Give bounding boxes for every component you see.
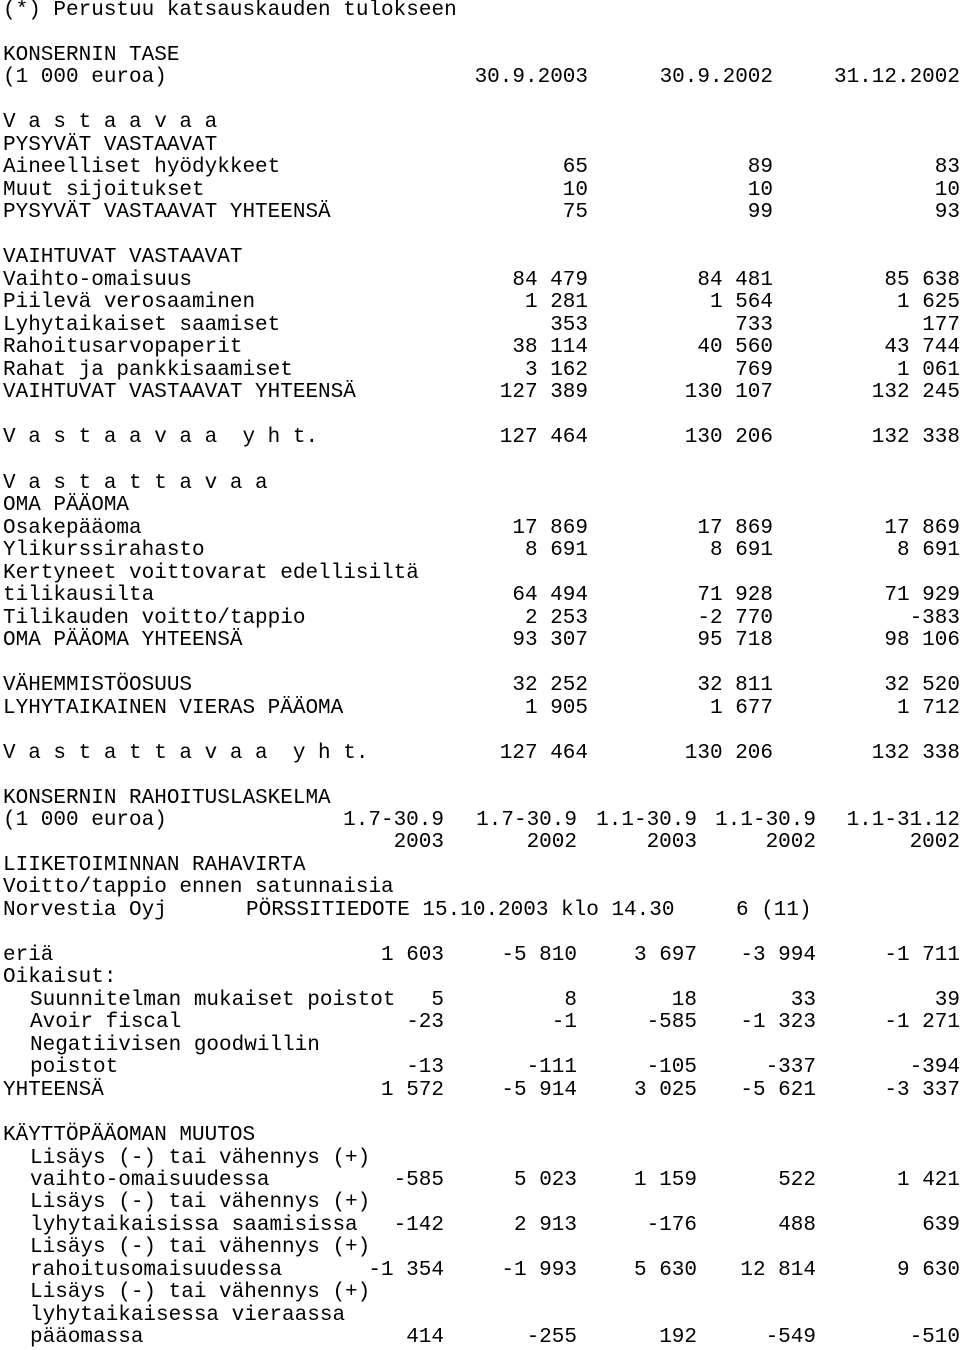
- cashflow-cell-col4: -1 323: [740, 1011, 816, 1034]
- cashflow-period-3: 1.1-30.9: [596, 809, 697, 832]
- cashflow-cell-col4: -5 621: [740, 1079, 816, 1102]
- cashflow-cell-col1: 1 603: [380, 944, 444, 967]
- cashflow-cell-col5: -1 271: [884, 1011, 960, 1034]
- cashflow-period-1: 1.7-30.9: [343, 809, 444, 832]
- cashflow-row: [3, 1012, 960, 1034]
- balance-cell-col1: 38 114: [512, 336, 588, 359]
- balance-cell-col1: 84 479: [512, 269, 588, 292]
- balance-date-3: 31.12.2002: [833, 66, 960, 89]
- balance-row-label: V a s t a a v a a y h t.: [3, 426, 319, 449]
- balance-row: [3, 675, 960, 697]
- balance-cell-col2: 733: [735, 314, 773, 337]
- balance-cell-col3: 98 106: [884, 629, 960, 652]
- cashflow-cell-col2: -255: [526, 1326, 577, 1349]
- cashflow-cell-col5: -394: [909, 1056, 960, 1079]
- balance-row: [3, 270, 960, 292]
- cashflow-row: [3, 1035, 960, 1057]
- balance-cell-col2: -2 770: [697, 607, 773, 630]
- balance-cell-col3: -383: [909, 607, 960, 630]
- cashflow-cell-col2: -1: [551, 1011, 577, 1034]
- cashflow-cell-col5: 39: [934, 989, 960, 1012]
- cashflow-cell-col3: -105: [646, 1056, 697, 1079]
- balance-row-label: Aineelliset hyödykkeet: [3, 156, 281, 179]
- cashflow-row-label: Lisäys (-) tai vähennys (+): [30, 1191, 371, 1214]
- balance-cell-col3: 93: [934, 201, 960, 224]
- balance-row-label: V a s t a t t a v a a y h t.: [3, 742, 369, 765]
- cashflow-row-label: pääomassa: [30, 1326, 144, 1349]
- footer-company: Norvestia Oyj: [3, 899, 167, 922]
- cashflow-cell-col4: -549: [765, 1326, 816, 1349]
- balance-row: [3, 495, 960, 517]
- balance-row: [3, 427, 960, 449]
- footer-release: PÖRSSITIEDOTE 15.10.2003 klo 14.30: [246, 899, 675, 922]
- balance-cell-col3: 10: [934, 179, 960, 202]
- cashflow-row-label: Suunnitelman mukaiset poistot: [30, 989, 396, 1012]
- cashflow-year-row: [3, 832, 960, 854]
- cashflow-cell-col3: 18: [671, 989, 697, 1012]
- cashflow-row: [3, 1282, 960, 1304]
- balance-cell-col3: 32 520: [884, 674, 960, 697]
- balance-cell-col1: 2 253: [524, 607, 588, 630]
- balance-cell-col1: 127 464: [499, 426, 588, 449]
- balance-cell-col2: 8 691: [709, 539, 773, 562]
- cashflow-row-label: Lisäys (-) tai vähennys (+): [30, 1147, 371, 1170]
- balance-cell-col2: 10: [747, 179, 773, 202]
- cashflow-row: [3, 1192, 960, 1214]
- balance-row: [3, 112, 960, 134]
- cashflow-row: [3, 990, 960, 1012]
- cashflow-cell-col2: 2 913: [513, 1214, 577, 1237]
- cashflow-cell-col1: 5: [431, 989, 444, 1012]
- balance-row: [3, 157, 960, 179]
- cashflow-row-label: poistot: [30, 1056, 119, 1079]
- balance-cell-col1: 32 252: [512, 674, 588, 697]
- balance-row-label: Tilikauden voitto/tappio: [3, 607, 306, 630]
- balance-cell-col3: 83: [934, 156, 960, 179]
- balance-row-label: Piilevä verosaaminen: [3, 291, 256, 314]
- balance-cell-col1: 75: [562, 201, 588, 224]
- cashflow-year-3: 2003: [646, 831, 697, 854]
- cashflow-cell-col3: -176: [646, 1214, 697, 1237]
- balance-row: [3, 135, 960, 157]
- cashflow-year-4: 2002: [765, 831, 816, 854]
- cashflow-row: [3, 1237, 960, 1259]
- cashflow-row-label: lyhytaikaisissa saamisissa: [30, 1214, 358, 1237]
- cashflow-period-4: 1.1-30.9: [715, 809, 816, 832]
- cashflow-row-label: Negatiivisen goodwillin: [30, 1034, 320, 1057]
- cashflow-unit: (1 000 euroa): [3, 809, 167, 832]
- balance-cell-col2: 130 206: [684, 742, 773, 765]
- balance-row: [3, 698, 960, 720]
- cashflow-row-label: Avoir fiscal: [30, 1011, 182, 1034]
- balance-row-label: Osakepääoma: [3, 517, 142, 540]
- balance-row-label: VÄHEMMISTÖOSUUS: [3, 674, 193, 697]
- balance-row-label: OMA PÄÄOMA YHTEENSÄ: [3, 629, 243, 652]
- balance-cell-col3: 132 245: [871, 381, 960, 404]
- balance-cell-col2: 32 811: [697, 674, 773, 697]
- balance-cell-col1: 93 307: [512, 629, 588, 652]
- balance-cell-col2: 99: [747, 201, 773, 224]
- balance-row: [3, 585, 960, 607]
- balance-row: [3, 292, 960, 314]
- balance-unit: (1 000 euroa): [3, 66, 167, 89]
- balance-cell-col3: 132 338: [871, 742, 960, 765]
- balance-cell-col2: 1 564: [709, 291, 773, 314]
- cashflow-cell-col1: -585: [393, 1169, 444, 1192]
- balance-header-row: [3, 67, 960, 89]
- cashflow-row: [3, 967, 960, 989]
- cashflow-row: [3, 945, 960, 967]
- balance-row-label: V a s t a t t a v a a: [3, 472, 268, 495]
- cashflow-cell-col2: -5 914: [501, 1079, 577, 1102]
- cashflow-cell-col3: 3 697: [633, 944, 697, 967]
- cashflow-row-label: Oikaisut:: [3, 966, 117, 989]
- cashflow-row-label: vaihto-omaisuudessa: [30, 1169, 270, 1192]
- cashflow-period-5: 1.1-31.12: [846, 809, 960, 832]
- balance-row-label: V a s t a a v a a: [3, 111, 218, 134]
- cashflow-row: [3, 1125, 960, 1147]
- cashflow-row: [3, 1148, 960, 1170]
- footer-page-number: 6 (11): [736, 899, 812, 922]
- balance-row: [3, 563, 960, 585]
- cashflow-row: [3, 1170, 960, 1192]
- cashflow-year-5: 2002: [909, 831, 960, 854]
- cashflow-row-label: Lisäys (-) tai vähennys (+): [30, 1281, 371, 1304]
- balance-row: [3, 630, 960, 652]
- cashflow-title: KONSERNIN RAHOITUSLASKELMA: [3, 787, 331, 810]
- cashflow-row-label: eriä: [3, 944, 54, 967]
- balance-cell-col3: 8 691: [896, 539, 960, 562]
- balance-row-label: PYSYVÄT VASTAAVAT: [3, 134, 218, 157]
- cashflow-cell-col4: 522: [778, 1169, 816, 1192]
- balance-row: [3, 382, 960, 404]
- cashflow-row: [3, 1305, 960, 1327]
- balance-row: [3, 247, 960, 269]
- balance-date-2: 30.9.2002: [659, 66, 773, 89]
- balance-cell-col3: 71 929: [884, 584, 960, 607]
- cashflow-pre-footer-label: Voitto/tappio ennen satunnaisia: [3, 876, 394, 899]
- balance-row: [3, 608, 960, 630]
- balance-title: KONSERNIN TASE: [3, 44, 180, 67]
- balance-cell-col2: 84 481: [697, 269, 773, 292]
- cashflow-row-label: lyhytaikaisessa vieraassa: [30, 1304, 346, 1327]
- balance-row-label: PYSYVÄT VASTAAVAT YHTEENSÄ: [3, 201, 331, 224]
- balance-cell-col1: 10: [562, 179, 588, 202]
- cashflow-cell-col4: 488: [778, 1214, 816, 1237]
- balance-cell-col1: 353: [550, 314, 588, 337]
- cashflow-cell-col1: 414: [406, 1326, 444, 1349]
- cashflow-cell-col1: 1 572: [380, 1079, 444, 1102]
- balance-cell-col3: 1 061: [896, 359, 960, 382]
- balance-row: [3, 315, 960, 337]
- cashflow-cell-col3: 3 025: [633, 1079, 697, 1102]
- balance-cell-col2: 17 869: [697, 517, 773, 540]
- balance-row: [3, 743, 960, 765]
- balance-cell-col1: 127 464: [499, 742, 588, 765]
- balance-cell-col3: 1 712: [896, 697, 960, 720]
- cashflow-row: [3, 1215, 960, 1237]
- balance-cell-col1: 1 281: [524, 291, 588, 314]
- balance-row-label: Muut sijoitukset: [3, 179, 205, 202]
- balance-cell-col3: 177: [922, 314, 960, 337]
- cashflow-cell-col1: -13: [406, 1056, 444, 1079]
- cashflow-year-2: 2002: [526, 831, 577, 854]
- cashflow-cell-col4: 33: [790, 989, 816, 1012]
- balance-row-label: Kertyneet voittovarat edellisiltä: [3, 562, 419, 585]
- balance-row: [3, 360, 960, 382]
- balance-cell-col2: 130 107: [684, 381, 773, 404]
- balance-row-label: VAIHTUVAT VASTAAVAT: [3, 246, 243, 269]
- cashflow-row: [3, 1327, 960, 1349]
- balance-row: [3, 518, 960, 540]
- cashflow-year-1: 2003: [393, 831, 444, 854]
- cashflow-cell-col5: -1 711: [884, 944, 960, 967]
- balance-cell-col3: 1 625: [896, 291, 960, 314]
- balance-cell-col1: 3 162: [524, 359, 588, 382]
- balance-cell-col2: 130 206: [684, 426, 773, 449]
- cashflow-row-label: YHTEENSÄ: [3, 1079, 104, 1102]
- cashflow-cell-col5: 9 630: [896, 1259, 960, 1282]
- cashflow-row: [3, 1260, 960, 1282]
- balance-row: [3, 540, 960, 562]
- cashflow-cell-col1: -23: [406, 1011, 444, 1034]
- cashflow-cell-col5: -510: [909, 1326, 960, 1349]
- balance-date-1: 30.9.2003: [474, 66, 588, 89]
- cashflow-cell-col2: 5 023: [513, 1169, 577, 1192]
- balance-cell-col1: 17 869: [512, 517, 588, 540]
- balance-row: [3, 473, 960, 495]
- cashflow-cell-col3: -585: [646, 1011, 697, 1034]
- balance-cell-col2: 769: [735, 359, 773, 382]
- balance-row-label: LYHYTAIKAINEN VIERAS PÄÄOMA: [3, 697, 344, 720]
- cashflow-cell-col3: 5 630: [633, 1259, 697, 1282]
- cashflow-cell-col2: -5 810: [501, 944, 577, 967]
- balance-cell-col2: 1 677: [709, 697, 773, 720]
- footnote: (*) Perustuu katsauskauden tulokseen: [3, 0, 457, 22]
- balance-cell-col1: 127 389: [499, 381, 588, 404]
- cashflow-row-label: KÄYTTÖPÄÄOMAN MUUTOS: [3, 1124, 256, 1147]
- balance-row-label: Rahat ja pankkisaamiset: [3, 359, 293, 382]
- cashflow-row-label: rahoitusomaisuudessa: [30, 1259, 283, 1282]
- balance-cell-col3: 132 338: [871, 426, 960, 449]
- balance-cell-col3: 43 744: [884, 336, 960, 359]
- balance-row-label: Ylikurssirahasto: [3, 539, 205, 562]
- balance-row: [3, 337, 960, 359]
- balance-cell-col1: 65: [562, 156, 588, 179]
- cashflow-cell-col2: 8: [564, 989, 577, 1012]
- balance-row-label: Rahoitusarvopaperit: [3, 336, 243, 359]
- balance-cell-col2: 40 560: [697, 336, 773, 359]
- balance-row-label: Lyhytaikaiset saamiset: [3, 314, 281, 337]
- cashflow-cell-col4: -3 994: [740, 944, 816, 967]
- balance-cell-col2: 89: [747, 156, 773, 179]
- balance-row: [3, 202, 960, 224]
- cashflow-period-2: 1.7-30.9: [476, 809, 577, 832]
- cashflow-cell-col1: -1 354: [368, 1259, 444, 1282]
- cashflow-cell-col5: -3 337: [884, 1079, 960, 1102]
- balance-cell-col2: 95 718: [697, 629, 773, 652]
- balance-cell-col1: 64 494: [512, 584, 588, 607]
- balance-cell-col3: 85 638: [884, 269, 960, 292]
- cashflow-cell-col5: 1 421: [896, 1169, 960, 1192]
- cashflow-section-operating: LIIKETOIMINNAN RAHAVIRTA: [3, 854, 306, 877]
- cashflow-period-row: [3, 810, 960, 832]
- page-footer: [3, 900, 960, 922]
- balance-cell-col1: 8 691: [524, 539, 588, 562]
- cashflow-cell-col4: -337: [765, 1056, 816, 1079]
- balance-row-label: OMA PÄÄOMA: [3, 494, 130, 517]
- cashflow-cell-col2: -1 993: [501, 1259, 577, 1282]
- cashflow-row-label: Lisäys (-) tai vähennys (+): [30, 1236, 371, 1259]
- balance-cell-col1: 1 905: [524, 697, 588, 720]
- cashflow-row: [3, 1080, 960, 1102]
- balance-cell-col3: 17 869: [884, 517, 960, 540]
- balance-row-label: tilikausilta: [3, 584, 155, 607]
- balance-row-label: VAIHTUVAT VASTAAVAT YHTEENSÄ: [3, 381, 356, 404]
- financial-statement-page: [3, 0, 960, 1350]
- cashflow-cell-col2: -111: [526, 1056, 577, 1079]
- balance-row: [3, 180, 960, 202]
- cashflow-cell-col3: 1 159: [633, 1169, 697, 1192]
- cashflow-cell-col4: 12 814: [740, 1259, 816, 1282]
- cashflow-row: [3, 1057, 960, 1079]
- cashflow-cell-col5: 639: [922, 1214, 960, 1237]
- cashflow-cell-col1: -142: [393, 1214, 444, 1237]
- balance-cell-col2: 71 928: [697, 584, 773, 607]
- balance-row-label: Vaihto-omaisuus: [3, 269, 193, 292]
- cashflow-cell-col3: 192: [659, 1326, 697, 1349]
